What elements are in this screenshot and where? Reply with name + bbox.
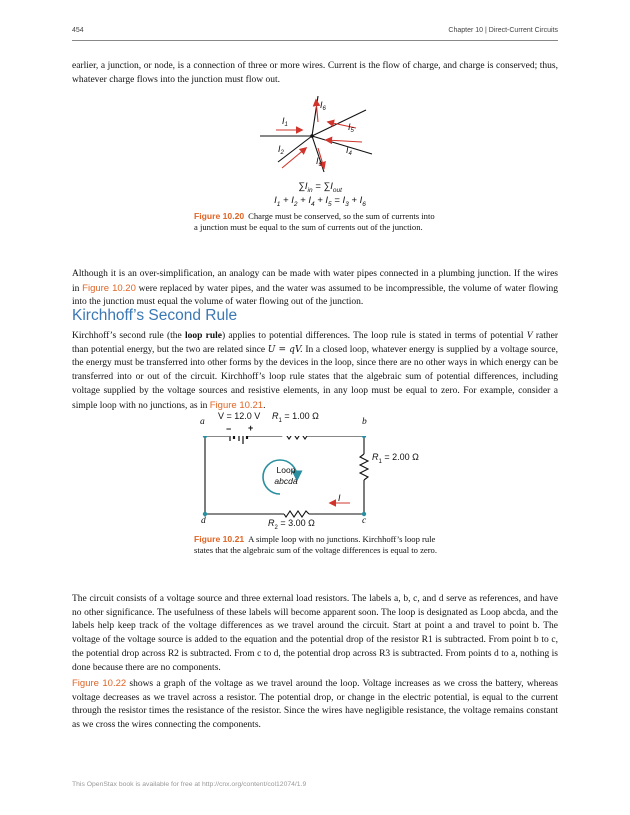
junction-equation: $I_1 + I_2 + I_4 + I_5 = I_3 + I_6$ [274,195,366,208]
label-i1: $I_1$ [282,116,288,128]
page-number: 454 [72,27,84,34]
r2-bottom-label: $R_2 = 3.00$ Ω [268,518,315,531]
paragraph-junction [72,60,558,87]
label-i5: $I_5$ [348,122,354,134]
figure-label: Figure 10.21 [194,534,245,544]
battery-plus-sign: + [248,423,254,433]
figure-10-21-link[interactable]: Figure 10.21 [209,399,264,411]
battery-voltage-label: V = 12.0 V [218,411,261,421]
node-b-label: b [362,417,367,427]
paragraph-text: earlier, a junction, or node, is a connection of three or more wires. Current is the flow of charge, and charge is conserved; thus, whatever charge flows into the junction must flow out. [72,61,558,85]
figure-10-20-link[interactable]: Figure 10.20 [82,282,136,294]
conservation-equation: $\sum I_{in} = \sum I_{out}$ [298,181,342,194]
header-rule [72,40,558,41]
energy-formula: U = qV. [267,344,303,355]
node-d-label: d [201,516,206,526]
paragraph-voltage-graph: Figure 10.22 shows a graph of the voltage as we travel around the loop. Voltage increases as we cross the battery, whereas voltage decreases as we travel across a resistor. The potential drop, or change in the electric potential, is equal to the current through the resistor times the resistance of the resistor. Since the wires have negligible resistance, the voltage remains constant as we cross the wires connecting the components. [72,678,558,731]
junction-node [310,134,314,138]
paragraph-water-analogy: Although it is an over-simplification, an analogy can be made with water pipes connected in a plumbing junction. If the wires in Figure 10.20 were replaced by water pipes, and the water was assumed to be incompressible, the volume of water flowing into the junction must equal the volume of water flowing out of the junction. [72,269,559,308]
figure-10-20-caption [194,211,438,234]
r1-top-label: $R_1 = 1.00$ Ω [272,411,319,424]
section-heading: Kirchhoff’s Second Rule [72,307,238,324]
caption-text: A simple loop with no junctions. Kirchhoff’s loop rule states that the algebraic sum of the voltage differences is equal to zero. [194,534,437,556]
footer-note: This OpenStax book is available for free at http://cnx.org/content/col12074/1.9 [72,781,307,788]
label-i6: $I_6$ [320,100,326,112]
figure-10-21-caption [194,534,438,557]
figure-label: Figure 10.20 [194,211,245,221]
node-a-label: a [200,417,205,427]
current-label: I [338,493,341,503]
r1-right-label: $R_1 = 2.00$ Ω [372,452,419,465]
battery-minus-sign: − [226,424,232,434]
label-i4: $I_4$ [346,145,352,157]
label-i3: $I_3$ [316,156,322,168]
chapter-title: Chapter 10 | Direct-Current Circuits [448,27,558,34]
caption-text: Charge must be conserved, so the sum of currents into a junction must be equal to the sum of currents out of the junction. [194,211,435,233]
node-c-label: c [362,516,367,526]
junction-diagram [260,96,380,176]
battery-symbol [230,436,247,444]
paragraph-text: The circuit consists of a voltage source and three external load resistors. The labels a, b, c, and d serve as references, and have no other significance. The usefulness of these labels will become apparent soon. The loop is designated as Loop abcda, and the labels help keep track of the voltage differences as we travel around the circuit. Start at point a and travel to point b. The voltage of the voltage source is added to the equation and the potential drop of the resistor R1 is subtracted. From point b to c, the potential drop across R2 is subtracted. From c to d, the potential drop across R3 is subtracted. From points d to a, nothing is done because there are no components. [72,594,558,673]
label-i2: $I_2$ [278,144,284,156]
loop-label: Loop abcda [274,465,298,486]
loop-circuit-diagram [194,436,444,536]
paragraph-circuit-description [72,593,558,675]
figure-10-22-link[interactable]: Figure 10.22 [72,678,127,689]
paragraph-loop-rule: Kirchhoff’s second rule (the loop rule) applies to potential differences. The loop rule is stated in terms of potential V rather than potential energy, but the two are related since U = qV. In a closed loop, whatever energy is supplied by a voltage source, the energy must be transferred into other forms by the devices in the loop, since there are no other ways in which energy can be transferred into or out of the circuit. Kirchhoff’s loop rule states that the algebraic sum of potential differences, including voltage supplied by the voltage sources and resistive elements, in any loop must be equal to zero. For example, consider a simple loop with no junctions, as in Figure 10.21. [72,331,558,411]
